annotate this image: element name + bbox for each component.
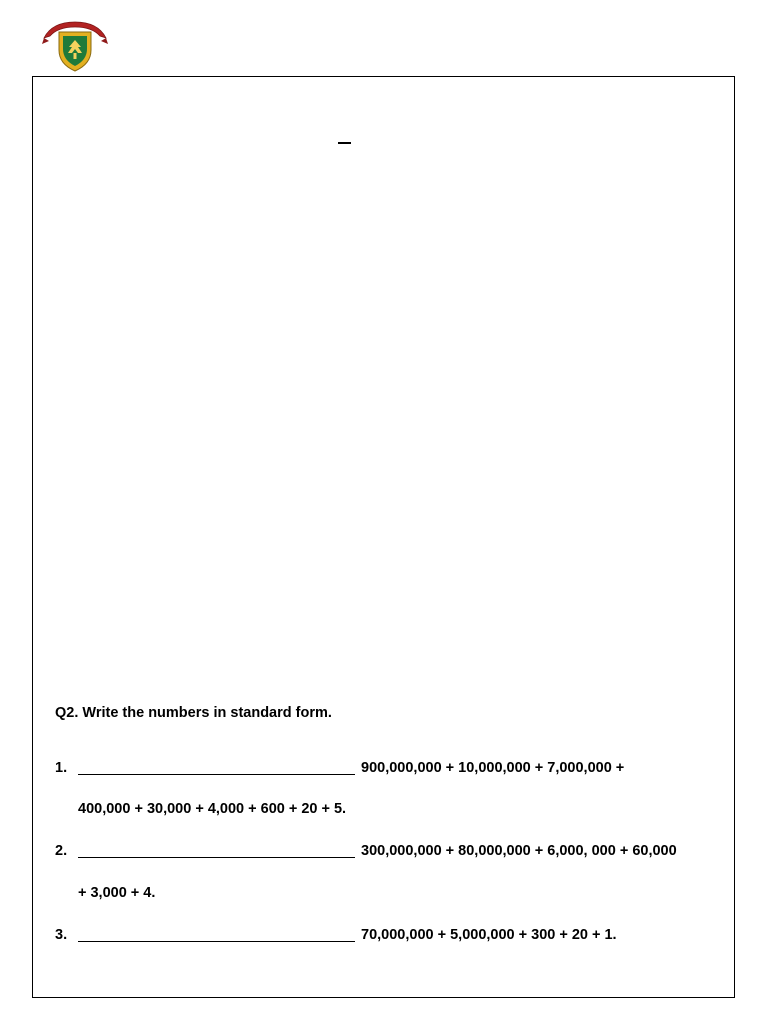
q2-item-2-answer-blank[interactable] [78,857,355,858]
q2-item-1-expression-line1: 900,000,000 + 10,000,000 + 7,000,000 + [361,760,625,776]
school-crest-logo [42,16,108,74]
q2-item-3-answer-blank[interactable] [78,941,355,942]
q2-item-3-expression-line1: 70,000,000 + 5,000,000 + 300 + 20 + 1. [361,927,617,943]
q2-item-1-expression-line2: 400,000 + 30,000 + 4,000 + 600 + 20 + 5. [78,801,347,817]
q2-heading: Q2. Write the numbers in standard form. [55,705,332,721]
q2-item-1-number: 1. [55,760,68,776]
dash-mark [338,142,351,144]
q2-item-3-number: 3. [55,927,68,943]
worksheet-frame [32,76,735,998]
q2-item-2-number: 2. [55,843,68,859]
q2-item-1-answer-blank[interactable] [78,774,355,775]
q2-item-2-expression-line2: + 3,000 + 4. [78,885,156,901]
q2-item-2-expression-line1: 300,000,000 + 80,000,000 + 6,000, 000 + 60,000 [361,843,677,859]
